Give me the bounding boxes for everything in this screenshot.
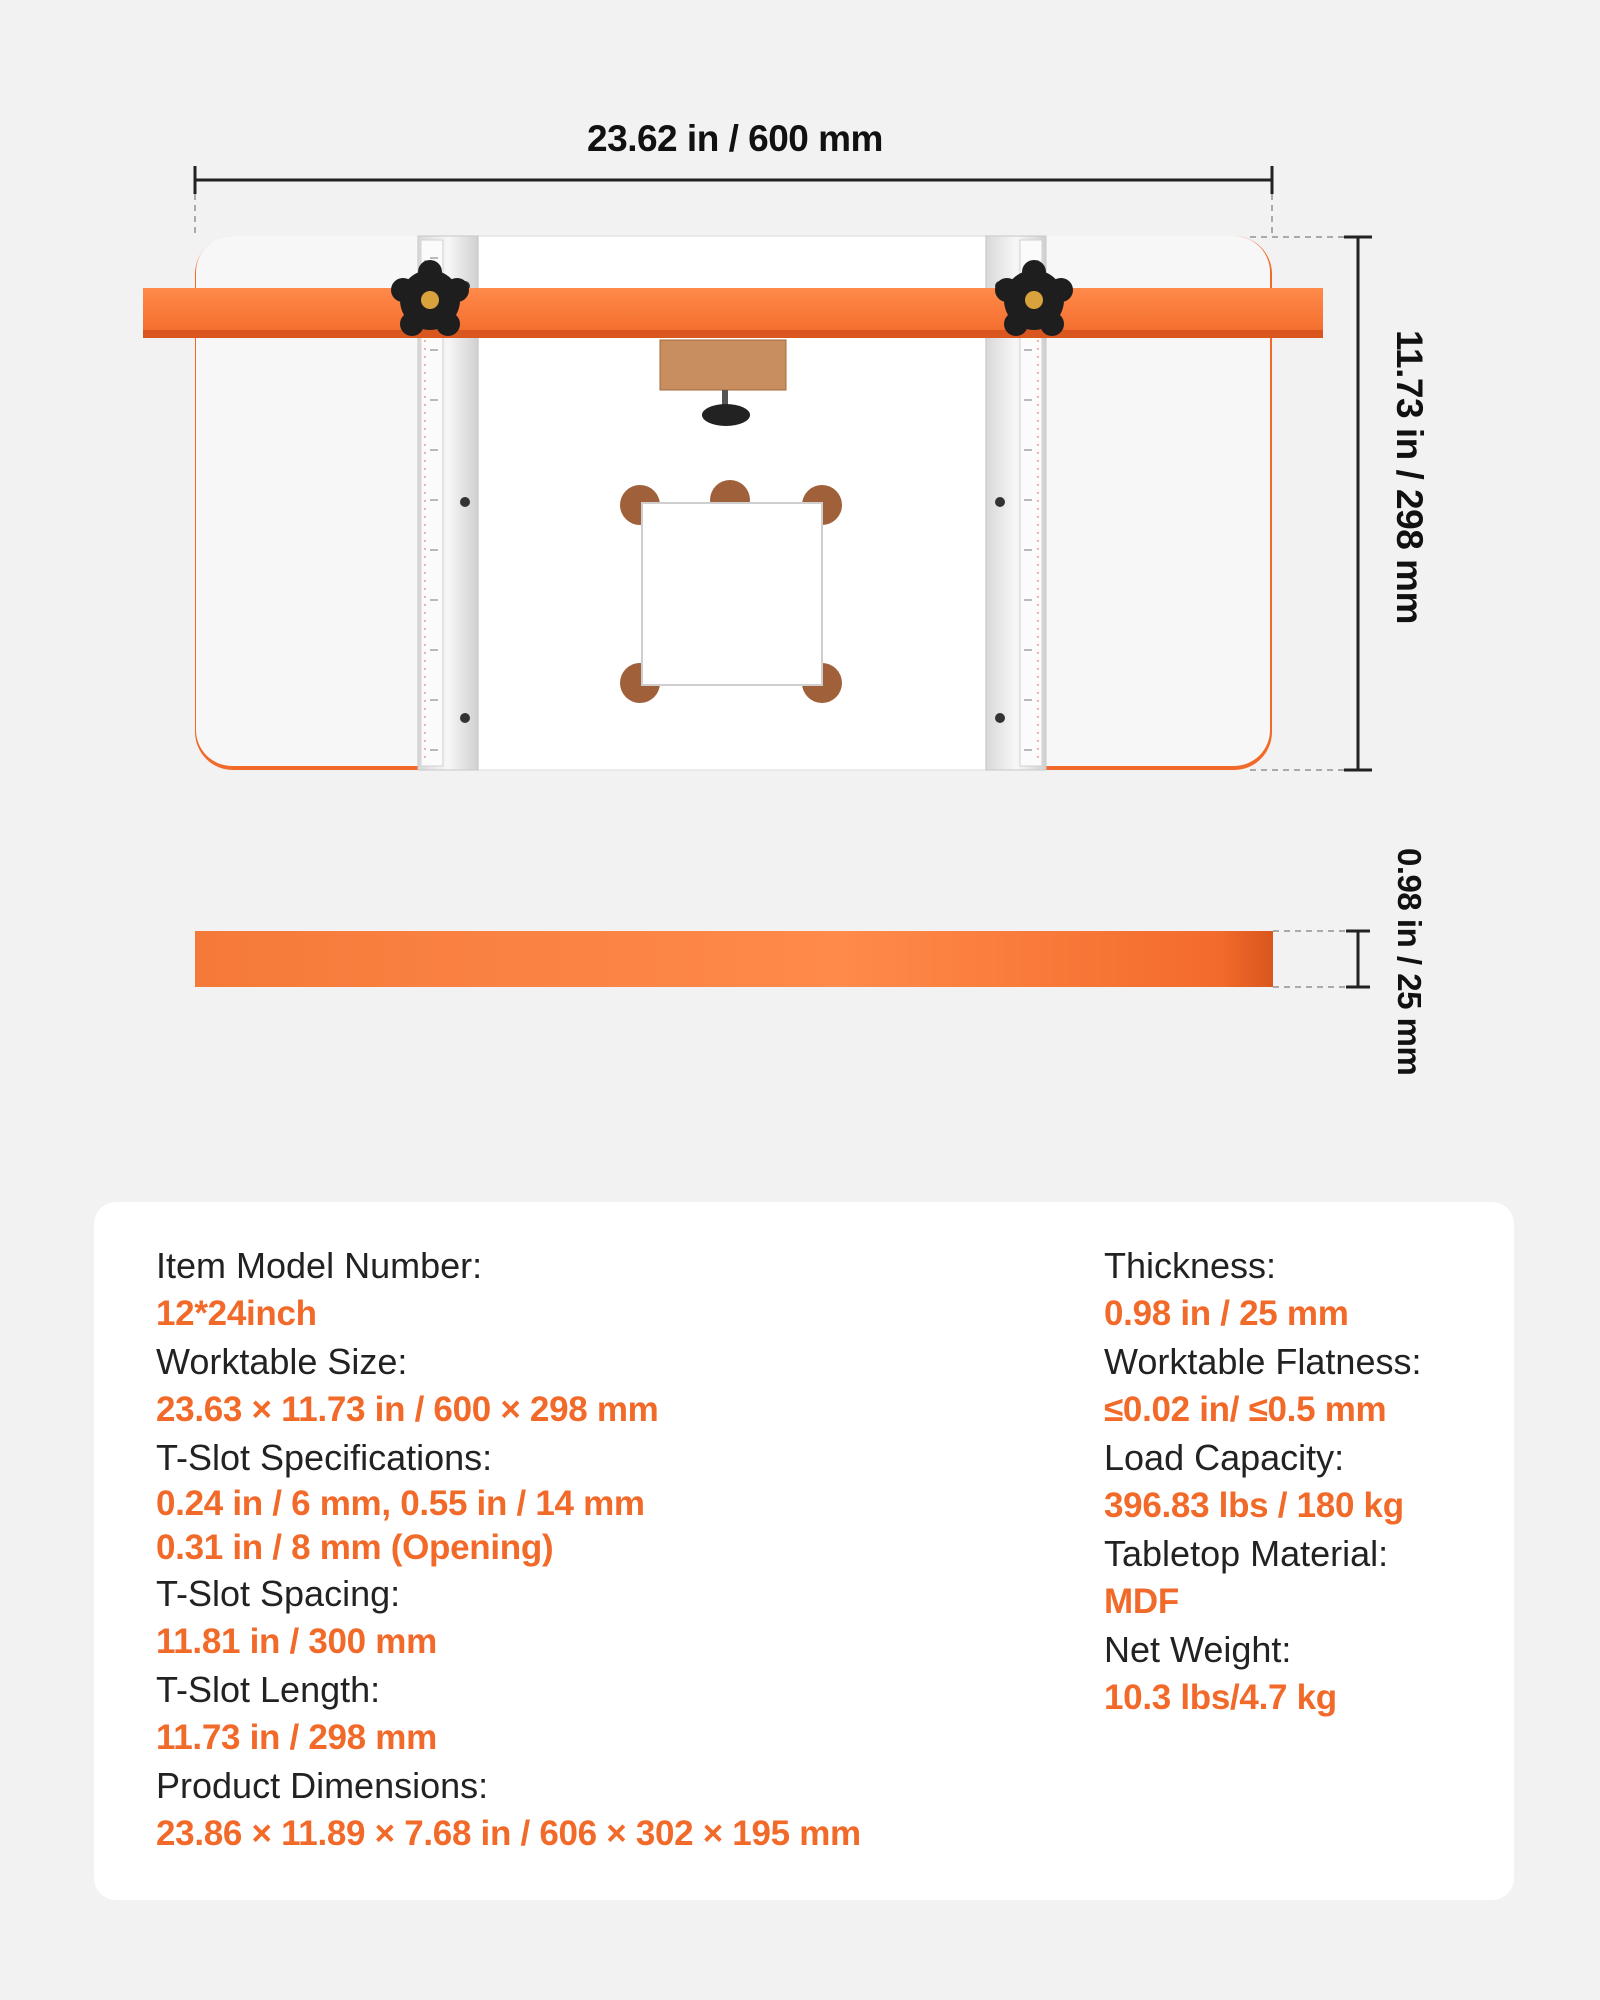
spec-label: Net Weight: xyxy=(1104,1629,1292,1670)
spec-value: 23.86 × 11.89 × 7.68 in / 606 × 302 × 195 mm xyxy=(156,1814,861,1853)
thickness-dimension-label: 0.98 in / 25 mm xyxy=(1391,848,1428,1076)
spec-item-net-weight xyxy=(1104,1626,1504,1722)
spec-label: Worktable Flatness: xyxy=(1104,1341,1422,1382)
spec-label: T-Slot Length: xyxy=(156,1669,381,1710)
spec-label: Load Capacity: xyxy=(1104,1437,1345,1478)
spec-value: 10.3 lbs/4.7 kg xyxy=(1104,1678,1337,1717)
width-dimension-label: 23.62 in / 600 mm xyxy=(587,118,883,159)
table-edge-view xyxy=(195,931,1273,987)
spec-value: 0.24 in / 6 mm, 0.55 in / 14 mm xyxy=(156,1484,645,1523)
specs-left-column xyxy=(156,1242,1016,1858)
width-dimension-line xyxy=(195,166,1272,194)
spec-value: MDF xyxy=(1104,1582,1179,1621)
specifications-card xyxy=(94,1202,1514,1900)
spec-label: T-Slot Specifications: xyxy=(156,1437,493,1478)
spec-label: Tabletop Material: xyxy=(1104,1533,1389,1574)
spec-label: Item Model Number: xyxy=(156,1245,483,1286)
spec-label: T-Slot Spacing: xyxy=(156,1573,401,1614)
spec-item-product-dimensions xyxy=(156,1762,1016,1858)
spec-value: 11.73 in / 298 mm xyxy=(156,1718,437,1757)
spec-value: 11.81 in / 300 mm xyxy=(156,1622,437,1661)
spec-item-tabletop-material xyxy=(1104,1530,1504,1626)
thickness-dimension-line xyxy=(1346,931,1370,987)
spec-value: 23.63 × 11.73 in / 600 × 298 mm xyxy=(156,1390,659,1429)
spec-item-t-slot-spacing xyxy=(156,1570,1016,1666)
height-dimension-line xyxy=(1344,237,1372,770)
spec-item-model xyxy=(156,1242,1016,1338)
spec-item-worktable-size xyxy=(156,1338,1016,1434)
spec-label: Worktable Size: xyxy=(156,1341,408,1382)
spec-label: Product Dimensions: xyxy=(156,1765,489,1806)
specs-right-column xyxy=(1104,1242,1504,1722)
spec-label: Thickness: xyxy=(1104,1245,1277,1286)
spec-item-thickness xyxy=(1104,1242,1504,1338)
router-plate-holes xyxy=(620,480,842,703)
spec-value: 396.83 lbs / 180 kg xyxy=(1104,1486,1404,1525)
spec-item-t-slot-specs xyxy=(156,1434,1016,1570)
fence-bar xyxy=(143,288,1323,338)
spec-item-flatness xyxy=(1104,1338,1504,1434)
spec-value: 12*24inch xyxy=(156,1294,317,1333)
spec-value: ≤0.02 in/ ≤0.5 mm xyxy=(1104,1390,1387,1429)
spec-value: 0.98 in / 25 mm xyxy=(1104,1294,1349,1333)
spec-item-t-slot-length xyxy=(156,1666,1016,1762)
height-dimension-label: 11.73 in / 298 mm xyxy=(1389,330,1430,624)
spec-value-secondary: 0.31 in / 8 mm (Opening) xyxy=(156,1528,554,1567)
spec-item-load-capacity xyxy=(1104,1434,1504,1530)
